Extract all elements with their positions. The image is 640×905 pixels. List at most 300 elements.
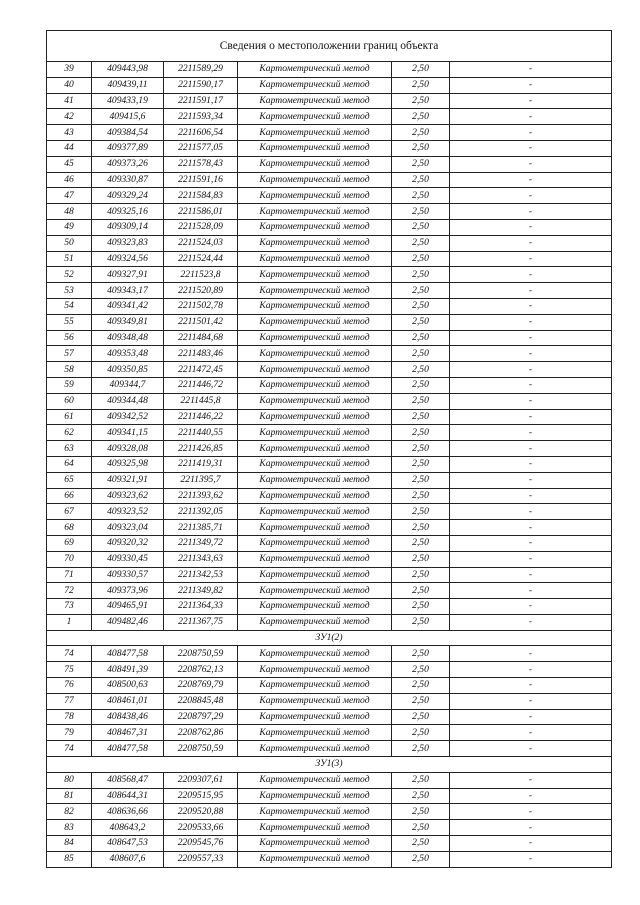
- cell-coord-x: 409324,56: [92, 251, 164, 267]
- table-row: [47, 788, 612, 804]
- cell-description: -: [450, 472, 612, 488]
- cell-coord-y: 2211349,82: [164, 583, 238, 599]
- cell-point-number: 77: [47, 693, 92, 709]
- cell-point-number: 42: [47, 109, 92, 125]
- cell-coord-y: 2211593,34: [164, 109, 238, 125]
- cell-description: -: [450, 393, 612, 409]
- cell-description: -: [450, 283, 612, 299]
- table-row: [47, 535, 612, 551]
- cell-accuracy: 2,50: [392, 741, 450, 757]
- cell-point-number: 71: [47, 567, 92, 583]
- cell-coord-y: 2211342,53: [164, 567, 238, 583]
- table-row: [47, 646, 612, 662]
- cell-coord-y: 2211483,46: [164, 346, 238, 362]
- table-row: [47, 772, 612, 788]
- cell-coord-y: 2211445,8: [164, 393, 238, 409]
- cell-accuracy: 2,50: [392, 772, 450, 788]
- cell-method: Картометрический метод: [238, 788, 392, 804]
- cell-point-number: 65: [47, 472, 92, 488]
- cell-method: Картометрический метод: [238, 614, 392, 630]
- cell-coord-x: 408636,66: [92, 804, 164, 820]
- cell-coord-x: 408644,31: [92, 788, 164, 804]
- cell-method: Картометрический метод: [238, 693, 392, 709]
- cell-description: -: [450, 836, 612, 852]
- cell-description: -: [450, 314, 612, 330]
- table-row: [47, 693, 612, 709]
- cell-method: Картометрический метод: [238, 804, 392, 820]
- cell-accuracy: 2,50: [392, 219, 450, 235]
- table-row: [47, 251, 612, 267]
- cell-method: Картометрический метод: [238, 599, 392, 615]
- cell-coord-y: 2211419,31: [164, 456, 238, 472]
- cell-coord-x: 408491,39: [92, 662, 164, 678]
- table-body: [47, 31, 612, 868]
- cell-point-number: 40: [47, 77, 92, 93]
- cell-point-number: 58: [47, 362, 92, 378]
- cell-accuracy: 2,50: [392, 283, 450, 299]
- cell-description: -: [450, 456, 612, 472]
- cell-accuracy: 2,50: [392, 140, 450, 156]
- cell-description: -: [450, 188, 612, 204]
- cell-point-number: 73: [47, 599, 92, 615]
- cell-accuracy: 2,50: [392, 804, 450, 820]
- table-row: [47, 599, 612, 615]
- cell-method: Картометрический метод: [238, 188, 392, 204]
- cell-point-number: 78: [47, 709, 92, 725]
- cell-accuracy: 2,50: [392, 156, 450, 172]
- cell-method: Картометрический метод: [238, 725, 392, 741]
- cell-coord-y: 2211502,78: [164, 298, 238, 314]
- table-row: [47, 472, 612, 488]
- cell-method: Картометрический метод: [238, 567, 392, 583]
- cell-accuracy: 2,50: [392, 520, 450, 536]
- cell-point-number: 85: [47, 851, 92, 867]
- cell-coord-y: 2211589,29: [164, 62, 238, 78]
- table-row: [47, 125, 612, 141]
- section-label: ЗУ1(2): [47, 630, 612, 646]
- cell-method: Картометрический метод: [238, 62, 392, 78]
- cell-coord-x: 409344,7: [92, 377, 164, 393]
- cell-method: Картометрический метод: [238, 298, 392, 314]
- cell-point-number: 61: [47, 409, 92, 425]
- cell-coord-x: 409439,11: [92, 77, 164, 93]
- cell-point-number: 62: [47, 425, 92, 441]
- cell-method: Картометрический метод: [238, 93, 392, 109]
- table-row: [47, 709, 612, 725]
- cell-method: Картометрический метод: [238, 456, 392, 472]
- table-row: [47, 93, 612, 109]
- cell-accuracy: 2,50: [392, 725, 450, 741]
- cell-point-number: 43: [47, 125, 92, 141]
- cell-description: -: [450, 851, 612, 867]
- cell-point-number: 66: [47, 488, 92, 504]
- cell-coord-y: 2209533,66: [164, 820, 238, 836]
- table-row: [47, 425, 612, 441]
- cell-accuracy: 2,50: [392, 504, 450, 520]
- cell-description: -: [450, 219, 612, 235]
- cell-coord-y: 2211385,71: [164, 520, 238, 536]
- cell-point-number: 45: [47, 156, 92, 172]
- cell-coord-y: 2208769,79: [164, 678, 238, 694]
- table-row: [47, 662, 612, 678]
- table-row: [47, 614, 612, 630]
- cell-method: Картометрический метод: [238, 409, 392, 425]
- cell-point-number: 74: [47, 646, 92, 662]
- cell-accuracy: 2,50: [392, 235, 450, 251]
- cell-coord-y: 2211395,7: [164, 472, 238, 488]
- cell-description: -: [450, 725, 612, 741]
- cell-coord-x: 409433,19: [92, 93, 164, 109]
- cell-coord-x: 409329,24: [92, 188, 164, 204]
- cell-coord-y: 2211446,72: [164, 377, 238, 393]
- cell-method: Картометрический метод: [238, 425, 392, 441]
- cell-accuracy: 2,50: [392, 425, 450, 441]
- table-row: [47, 140, 612, 156]
- cell-coord-y: 2211472,45: [164, 362, 238, 378]
- cell-coord-x: 409373,96: [92, 583, 164, 599]
- cell-coord-y: 2211501,42: [164, 314, 238, 330]
- cell-description: -: [450, 788, 612, 804]
- table-row: [47, 219, 612, 235]
- cell-accuracy: 2,50: [392, 788, 450, 804]
- cell-coord-x: 409353,48: [92, 346, 164, 362]
- cell-method: Картометрический метод: [238, 772, 392, 788]
- cell-method: Картометрический метод: [238, 678, 392, 694]
- cell-accuracy: 2,50: [392, 567, 450, 583]
- cell-coord-y: 2209307,61: [164, 772, 238, 788]
- cell-coord-x: 409325,98: [92, 456, 164, 472]
- cell-description: -: [450, 156, 612, 172]
- cell-accuracy: 2,50: [392, 330, 450, 346]
- cell-coord-x: 409323,83: [92, 235, 164, 251]
- cell-point-number: 44: [47, 140, 92, 156]
- cell-coord-y: 2209515,95: [164, 788, 238, 804]
- cell-coord-x: 409330,45: [92, 551, 164, 567]
- table-row: [47, 346, 612, 362]
- cell-method: Картометрический метод: [238, 330, 392, 346]
- cell-accuracy: 2,50: [392, 393, 450, 409]
- cell-accuracy: 2,50: [392, 678, 450, 694]
- cell-coord-x: 409343,17: [92, 283, 164, 299]
- cell-method: Картометрический метод: [238, 267, 392, 283]
- table-row: [47, 362, 612, 378]
- cell-point-number: 57: [47, 346, 92, 362]
- cell-point-number: 49: [47, 219, 92, 235]
- cell-point-number: 83: [47, 820, 92, 836]
- cell-coord-y: 2211367,75: [164, 614, 238, 630]
- cell-description: -: [450, 409, 612, 425]
- cell-method: Картометрический метод: [238, 662, 392, 678]
- cell-method: Картометрический метод: [238, 314, 392, 330]
- cell-point-number: 46: [47, 172, 92, 188]
- cell-coord-x: 409377,89: [92, 140, 164, 156]
- cell-point-number: 60: [47, 393, 92, 409]
- cell-point-number: 69: [47, 535, 92, 551]
- cell-description: -: [450, 741, 612, 757]
- cell-coord-x: 409465,91: [92, 599, 164, 615]
- cell-method: Картометрический метод: [238, 140, 392, 156]
- cell-point-number: 48: [47, 204, 92, 220]
- cell-accuracy: 2,50: [392, 820, 450, 836]
- cell-coord-x: 409309,14: [92, 219, 164, 235]
- cell-description: -: [450, 820, 612, 836]
- cell-point-number: 64: [47, 456, 92, 472]
- cell-accuracy: 2,50: [392, 204, 450, 220]
- cell-point-number: 52: [47, 267, 92, 283]
- cell-method: Картометрический метод: [238, 851, 392, 867]
- cell-point-number: 82: [47, 804, 92, 820]
- cell-coord-y: 2211520,89: [164, 283, 238, 299]
- cell-description: -: [450, 551, 612, 567]
- cell-coord-x: 409373,26: [92, 156, 164, 172]
- cell-coord-y: 2211606,54: [164, 125, 238, 141]
- cell-coord-x: 409482,46: [92, 614, 164, 630]
- cell-description: -: [450, 362, 612, 378]
- cell-description: -: [450, 772, 612, 788]
- cell-coord-x: 409323,62: [92, 488, 164, 504]
- cell-coord-y: 2211364,33: [164, 599, 238, 615]
- cell-accuracy: 2,50: [392, 314, 450, 330]
- cell-coord-x: 409415,6: [92, 109, 164, 125]
- cell-description: -: [450, 377, 612, 393]
- cell-method: Картометрический метод: [238, 219, 392, 235]
- table-row: [47, 836, 612, 852]
- cell-description: -: [450, 441, 612, 457]
- cell-accuracy: 2,50: [392, 599, 450, 615]
- cell-method: Картометрический метод: [238, 646, 392, 662]
- table-row: [47, 583, 612, 599]
- cell-coord-x: 409384,54: [92, 125, 164, 141]
- cell-coord-x: 408438,46: [92, 709, 164, 725]
- table-row: [47, 551, 612, 567]
- cell-accuracy: 2,50: [392, 646, 450, 662]
- table-row: [47, 109, 612, 125]
- cell-coord-x: 409323,04: [92, 520, 164, 536]
- cell-description: -: [450, 567, 612, 583]
- cell-accuracy: 2,50: [392, 409, 450, 425]
- cell-method: Картометрический метод: [238, 504, 392, 520]
- cell-coord-x: 409341,15: [92, 425, 164, 441]
- cell-coord-x: 408607,6: [92, 851, 164, 867]
- cell-coord-x: 409325,16: [92, 204, 164, 220]
- table-row: [47, 441, 612, 457]
- table-row: [47, 851, 612, 867]
- cell-accuracy: 2,50: [392, 188, 450, 204]
- cell-description: -: [450, 125, 612, 141]
- cell-point-number: 80: [47, 772, 92, 788]
- cell-accuracy: 2,50: [392, 172, 450, 188]
- cell-coord-y: 2211524,44: [164, 251, 238, 267]
- cell-accuracy: 2,50: [392, 836, 450, 852]
- cell-coord-y: 2211591,16: [164, 172, 238, 188]
- cell-accuracy: 2,50: [392, 614, 450, 630]
- cell-coord-y: 2208762,86: [164, 725, 238, 741]
- cell-accuracy: 2,50: [392, 535, 450, 551]
- cell-description: -: [450, 77, 612, 93]
- cell-point-number: 79: [47, 725, 92, 741]
- cell-coord-y: 2211392,05: [164, 504, 238, 520]
- cell-accuracy: 2,50: [392, 456, 450, 472]
- cell-method: Картометрический метод: [238, 520, 392, 536]
- cell-method: Картометрический метод: [238, 172, 392, 188]
- cell-coord-x: 409349,81: [92, 314, 164, 330]
- cell-coord-y: 2211446,22: [164, 409, 238, 425]
- cell-point-number: 81: [47, 788, 92, 804]
- cell-coord-y: 2211343,63: [164, 551, 238, 567]
- table-row: [47, 409, 612, 425]
- cell-description: -: [450, 93, 612, 109]
- table-row: [47, 820, 612, 836]
- cell-accuracy: 2,50: [392, 709, 450, 725]
- cell-coord-x: 408477,58: [92, 646, 164, 662]
- cell-coord-x: 408467,31: [92, 725, 164, 741]
- cell-accuracy: 2,50: [392, 298, 450, 314]
- table-row: [47, 488, 612, 504]
- cell-coord-y: 2208750,59: [164, 646, 238, 662]
- cell-point-number: 74: [47, 741, 92, 757]
- cell-method: Картометрический метод: [238, 77, 392, 93]
- cell-accuracy: 2,50: [392, 346, 450, 362]
- table-row: [47, 741, 612, 757]
- table-title: Сведения о местоположении границ объекта: [47, 31, 612, 62]
- cell-description: -: [450, 62, 612, 78]
- cell-description: -: [450, 204, 612, 220]
- cell-coord-y: 2211349,72: [164, 535, 238, 551]
- cell-point-number: 63: [47, 441, 92, 457]
- table-row: [47, 377, 612, 393]
- cell-description: -: [450, 346, 612, 362]
- cell-point-number: 50: [47, 235, 92, 251]
- cell-coord-y: 2209557,33: [164, 851, 238, 867]
- cell-point-number: 59: [47, 377, 92, 393]
- table-row: [47, 393, 612, 409]
- cell-method: Картометрический метод: [238, 836, 392, 852]
- cell-description: -: [450, 140, 612, 156]
- cell-coord-y: 2209545,76: [164, 836, 238, 852]
- cell-accuracy: 2,50: [392, 693, 450, 709]
- cell-coord-y: 2211426,85: [164, 441, 238, 457]
- cell-point-number: 84: [47, 836, 92, 852]
- cell-coord-y: 2211584,83: [164, 188, 238, 204]
- cell-coord-y: 2208797,29: [164, 709, 238, 725]
- cell-coord-x: 408647,53: [92, 836, 164, 852]
- cell-method: Картометрический метод: [238, 709, 392, 725]
- cell-coord-x: 409342,52: [92, 409, 164, 425]
- table-row: [47, 330, 612, 346]
- cell-coord-y: 2209520,88: [164, 804, 238, 820]
- cell-coord-y: 2211524,03: [164, 235, 238, 251]
- cell-point-number: 70: [47, 551, 92, 567]
- cell-description: -: [450, 172, 612, 188]
- cell-method: Картометрический метод: [238, 551, 392, 567]
- cell-point-number: 68: [47, 520, 92, 536]
- cell-method: Картометрический метод: [238, 583, 392, 599]
- cell-method: Картометрический метод: [238, 535, 392, 551]
- table-row: [47, 204, 612, 220]
- section-row: [47, 630, 612, 646]
- cell-point-number: 54: [47, 298, 92, 314]
- cell-accuracy: 2,50: [392, 851, 450, 867]
- cell-accuracy: 2,50: [392, 362, 450, 378]
- table-row: [47, 725, 612, 741]
- cell-description: -: [450, 235, 612, 251]
- cell-description: -: [450, 251, 612, 267]
- cell-coord-y: 2211484,68: [164, 330, 238, 346]
- cell-point-number: 41: [47, 93, 92, 109]
- cell-method: Картометрический метод: [238, 820, 392, 836]
- cell-point-number: 47: [47, 188, 92, 204]
- cell-coord-x: 409344,48: [92, 393, 164, 409]
- cell-description: -: [450, 330, 612, 346]
- cell-point-number: 56: [47, 330, 92, 346]
- cell-coord-y: 2211590,17: [164, 77, 238, 93]
- cell-accuracy: 2,50: [392, 377, 450, 393]
- boundary-coordinates-table: [46, 30, 612, 868]
- table-row: [47, 567, 612, 583]
- cell-coord-x: 408500,63: [92, 678, 164, 694]
- table-row: [47, 283, 612, 299]
- cell-coord-x: 409327,91: [92, 267, 164, 283]
- cell-point-number: 51: [47, 251, 92, 267]
- table-row: [47, 172, 612, 188]
- cell-description: -: [450, 504, 612, 520]
- table-row: [47, 314, 612, 330]
- cell-description: -: [450, 520, 612, 536]
- cell-point-number: 1: [47, 614, 92, 630]
- table-row: [47, 456, 612, 472]
- cell-coord-y: 2211440,55: [164, 425, 238, 441]
- cell-accuracy: 2,50: [392, 251, 450, 267]
- cell-method: Картометрический метод: [238, 156, 392, 172]
- cell-description: -: [450, 599, 612, 615]
- cell-coord-y: 2208762,13: [164, 662, 238, 678]
- table-row: [47, 298, 612, 314]
- section-row: [47, 757, 612, 773]
- cell-description: -: [450, 267, 612, 283]
- cell-method: Картометрический метод: [238, 488, 392, 504]
- cell-description: -: [450, 646, 612, 662]
- cell-accuracy: 2,50: [392, 62, 450, 78]
- cell-method: Картометрический метод: [238, 362, 392, 378]
- cell-accuracy: 2,50: [392, 472, 450, 488]
- table-row: [47, 678, 612, 694]
- cell-coord-y: 2208750,59: [164, 741, 238, 757]
- table-row: [47, 804, 612, 820]
- boundary-table-sheet: [46, 30, 611, 868]
- cell-coord-x: 408568,47: [92, 772, 164, 788]
- cell-coord-x: 408643,2: [92, 820, 164, 836]
- cell-method: Картометрический метод: [238, 235, 392, 251]
- cell-coord-y: 2211393,62: [164, 488, 238, 504]
- cell-coord-y: 2211523,8: [164, 267, 238, 283]
- cell-coord-y: 2211577,05: [164, 140, 238, 156]
- cell-accuracy: 2,50: [392, 267, 450, 283]
- cell-method: Картометрический метод: [238, 251, 392, 267]
- cell-coord-x: 409330,87: [92, 172, 164, 188]
- cell-description: -: [450, 662, 612, 678]
- cell-method: Картометрический метод: [238, 393, 392, 409]
- cell-method: Картометрический метод: [238, 109, 392, 125]
- cell-coord-y: 2211591,17: [164, 93, 238, 109]
- cell-method: Картометрический метод: [238, 741, 392, 757]
- cell-accuracy: 2,50: [392, 488, 450, 504]
- cell-description: -: [450, 109, 612, 125]
- cell-accuracy: 2,50: [392, 109, 450, 125]
- cell-coord-x: 408461,01: [92, 693, 164, 709]
- cell-method: Картометрический метод: [238, 125, 392, 141]
- cell-point-number: 53: [47, 283, 92, 299]
- cell-point-number: 39: [47, 62, 92, 78]
